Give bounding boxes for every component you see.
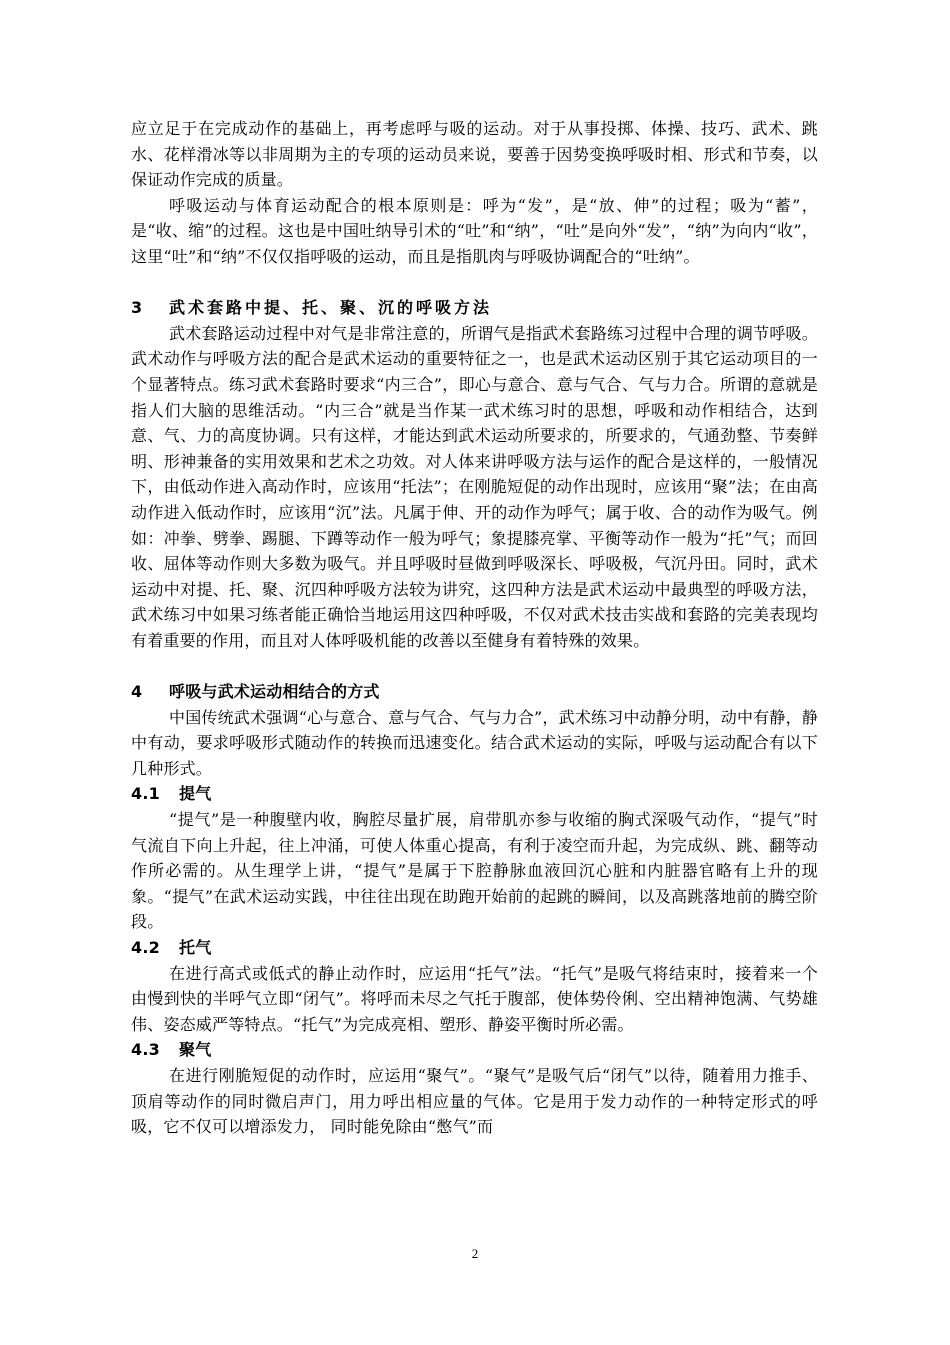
page-number: 2: [471, 1246, 479, 1261]
subsection-number: 4.2: [131, 938, 160, 957]
spacer: [131, 653, 818, 679]
subsection-heading-4-3: [131, 1037, 818, 1063]
section-heading-4: [131, 679, 818, 705]
paragraph-breathing-principle: 呼吸运动与体育运动配合的根本原则是：呼为“发”，是“放、伸”的过程；吸为“蓄”，是“收、缩”的过程。这也是中国吐纳导引术的“吐”和“纳”，“吐”是向外“发”，“纳”为向内“收”，这里“吐”和“纳”不仅仅指呼吸的运动，而且是指肌肉与呼吸协调配合的“吐纳”。: [131, 195, 818, 266]
paragraph-section-4: 中国传统武术强调“心与意合、意与气合、气与力合”，武术练习中动静分明，动中有静，静中有动，要求呼吸形式随动作的转换而迅速变化。结合武术运动的实际，呼吸与运动配合有以下几种形式。: [131, 707, 818, 778]
subsection-heading-4-1: [131, 781, 818, 807]
paragraph-4-3: 在进行刚脆短促的动作时，应运用“聚气”。“聚气”是吸气后“闭气”以待，随着用力推手、顶肩等动作的同时微启声门，用力呼出相应量的气体。它是用于发力动作的一种特定形式的呼吸，它不仅可以增添发力， 同时能免除由“憋气”而: [131, 1065, 818, 1137]
spacer: [131, 270, 818, 296]
subsection-title: 聚气: [179, 1040, 212, 1060]
section-title: 呼吸与武术运动相结合的方式: [169, 682, 380, 702]
section-number: 4: [131, 682, 143, 702]
section-number: 3: [131, 298, 143, 318]
section-title: 武术套路中提、托、聚、沉的呼吸方法: [169, 298, 493, 318]
section-heading-3: [131, 295, 818, 321]
subsection-title: 托气: [179, 938, 212, 957]
subsection-number: 4.1: [131, 784, 160, 804]
subsection-title: 提气: [179, 784, 212, 804]
paragraph-section-3: 武术套路运动过程中对气是非常注意的，所谓气是指武术套路练习过程中合理的调节呼吸。武术动作与呼吸方法的配合是武术运动的重要特征之一，也是武术运动区别于其它运动项目的一个显著特点。练习武术套路时要求“内三合”，即心与意合、意与气合、气与力合。所谓的意就是指人们大脑的思维活动。“内三合”就是当作某一武术练习时的思想，呼吸和动作相结合，达到意、气、力的高度协调。只有这样，才能达到武术运动所要求的，所要求的，气通劲整、节奏鲜明、形神兼备的实用效果和艺术之功效。对人体来讲呼吸方法与运作的配合是这样的，一般情况下，由低动作进入高动作时，应该用“托法”；在刚脆短促的动作出现时，应该用“聚”法；在由高动作进入低动作时，应该用“沉”法。凡属于伸、开的动作为呼气；属于收、合的动作为吸气。例如：冲拳、劈拳、踢腿、下蹲等动作一般为呼气；象提膝亮掌、平衡等动作一般为“托”气；而回收、屈体等动作则大多数为吸气。并且呼吸时昼做到呼吸深长、呼吸极，气沉丹田。同时，武术运动中对提、托、聚、沉四种呼吸方法较为讲究，这四种方法是武术运动中最典型的呼吸方法，武术练习中如果习练者能正确恰当地运用这四种呼吸，不仅对武术技击实战和套路的完美表现均有着重要的作用，而且对人体呼吸机能的改善以至健身有着特殊的效果。: [131, 323, 818, 650]
subsection-heading-4-2: [131, 935, 818, 961]
paragraph-4-2: 在进行高式或低式的静止动作时，应运用“托气”法。“托气”是吸气将结束时，接着来一个由慢到快的半呼气立即“闭气”。将呼而未尽之气托于腹部，使体势伶俐、空出精神饱满、气势雄伟、姿态威严等特点。“托气”为完成亮相、塑形、静姿平衡时所必需。: [131, 963, 818, 1034]
subsection-number: 4.3: [131, 1040, 160, 1060]
paragraph-continued: 应立足于在完成动作的基础上，再考虑呼与吸的运动。对于从事投掷、体操、技巧、武术、跳水、花样滑冰等以非周期为主的专项的运动员来说，要善于因势变换呼吸时相、形式和节奏，以保证动作完成的质量。: [131, 119, 818, 190]
body-text: [131, 116, 818, 1140]
paragraph-4-1: “提气”是一种腹壁内收，胸腔尽量扩展，肩带肌亦参与收缩的胸式深吸气动作，“提气”时气流自下向上升起，往上冲涌，可使人体重心提高，有利于凌空而升起，为完成纵、跳、翻等动作所必需的。从生理学上讲，“提气”是属于下腔静脉血液回沉心脏和内脏器官略有上升的现象。“提气”在武术运动实践，中往往出现在助跑开始前的起跳的瞬间，以及高跳落地前的腾空阶段。: [131, 810, 818, 932]
